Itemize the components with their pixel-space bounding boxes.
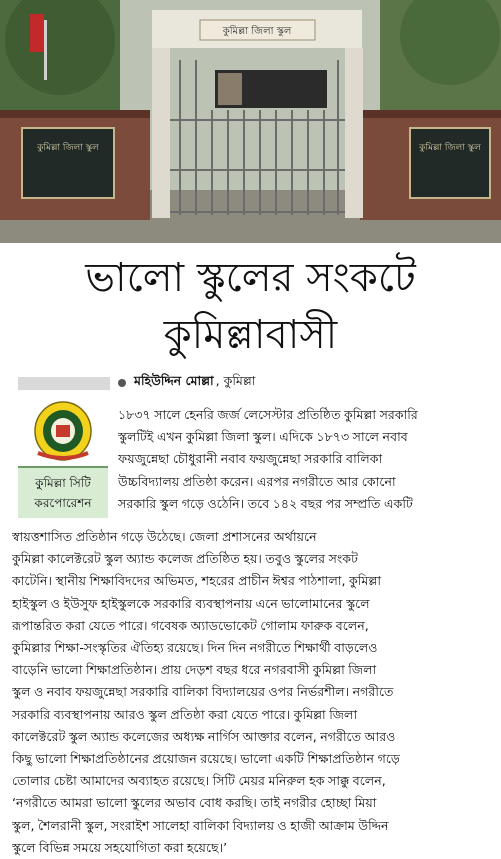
body-line: কুমিল্লা কালেক্টরেট স্কুল অ্যান্ড কলেজ প্রতিষ্ঠিত হয়। তবুও স্কুলের সংকট [12, 551, 358, 567]
byline-bullet-icon [118, 379, 126, 387]
body-line: ১৮৩৭ সালে হেনরি জর্জ লেসেস্টার প্রতিষ্ঠিত কুমিল্লা সরকারি [118, 407, 418, 422]
gate-sign-text: কুমিল্লা জিলা স্কুল [222, 26, 292, 37]
school-gate-photo [0, 0, 501, 243]
body-line: রূপান্তরিত করা যেতে পারে। গবেষক অ্যাডভোকেট গোলাম ফারুক বলেন, [12, 617, 369, 633]
city-corporation-logo [18, 399, 108, 463]
news-photo [0, 0, 501, 243]
headline-line-2: কুমিল্লাবাসী [163, 312, 338, 358]
body-line: কাটেনি। স্থানীয় শিক্ষাবিদদের অভিমত, শহরের প্রাচীন ঈশ্বর পাঠশালা, কুমিল্লা [12, 573, 382, 589]
body-line: স্বায়ত্তশাসিত প্রতিষ্ঠান গড়ে উঠেছে। জেলা প্রশাসনের অর্থায়নে [12, 529, 317, 544]
body-line: কালেক্টরেট স্কুল অ্যান্ড কলেজের অধ্যক্ষ নার্গিস আক্তার বলেন, নগরীতে আরও [12, 728, 396, 744]
body-line: সরকারি ব্যবস্থাপনায় আরও স্কুল প্রতিষ্ঠা করা যেতে পারে। কুমিল্লা জিলা [12, 706, 358, 722]
body-line: স্কুল, শৈলরানী স্কুল, সংরাইশ সালেহা বালিকা বিদ্যালয় ও হাজী আক্রাম উদ্দিন [12, 817, 389, 833]
body-line: স্কুল ও নবাব ফয়জুন্নেছা সরকারি বালিকা বিদ্যালয়ের ওপর নির্ভরশীল। নগরীতে [12, 684, 394, 700]
body-line: স্কুলে বিভিন্ন সময়ে সহযোগিতা করা হয়েছে।’ [12, 839, 228, 855]
author-location: , কুমিল্লা [215, 373, 256, 388]
body-line: উচ্চবিদ্যালয় প্রতিষ্ঠা করেন। এরপর নগরীতে আর কোনো [118, 473, 396, 489]
body-line: হাইস্কুল ও ইউসুফ হাইস্কুলকে সরকারি ব্যবস্থাপনায় এনে ভালোমানের স্কুলে [12, 595, 370, 611]
headline-line-1: ভালো স্কুলের সংকটে [85, 255, 416, 301]
body-line: কুমিল্লার শিক্ষা-সংস্কৃতির ঐতিহ্য রয়েছে। দিন দিন নগরীতে শিক্ষার্থী বাড়লেও [12, 640, 378, 656]
body-line: তোলার চেষ্টা আমাদের অব্যাহত রয়েছে। সিটি মেয়র মনিরুল হক সাক্কু বলেন, [12, 773, 386, 789]
headline [0, 250, 501, 364]
body-line: ফয়জুন্নেছা চৌধুরানী নবাব ফয়জুন্নেছা সরকারি বালিকা [118, 451, 383, 467]
right-plaque-text: কুমিল্লা জিলা স্কুল [419, 143, 481, 153]
body-line: কিছু ভালো শিক্ষাপ্রতিষ্ঠানের প্রয়োজন রয়েছে। ভালো একটি শিক্ষাপ্রতিষ্ঠান গড়ে [12, 751, 400, 767]
article-body-full [12, 526, 488, 859]
body-line: স্কুলটিই এখন কুমিল্লা জিলা স্কুল। এদিকে ১৮৭৩ সালে নবাব [118, 429, 408, 445]
caption-line-2: করপোরেশন [34, 496, 92, 510]
body-line: সরকারি স্কুল গড়ে ওঠেনি। তবে ১৪২ বছর পর সম্প্রতি একটি [118, 495, 413, 511]
body-line: বাড়েনি ভালো শিক্ষাপ্রতিষ্ঠান। প্রায় দেড়শ বছর ধরে নগরবাসী কুমিল্লা জিলা [12, 662, 377, 678]
city-corporation-caption [18, 466, 108, 518]
byline-rule [18, 377, 110, 390]
article-body-indented [118, 404, 486, 515]
author-name: মহিউদ্দিন মোল্লা [134, 373, 214, 388]
left-plaque-text: কুমিল্লা জিলা স্কুল [37, 143, 99, 153]
city-logo-icon [18, 399, 108, 463]
caption-line-1: কুমিল্লা সিটি [35, 476, 91, 490]
byline [18, 372, 488, 394]
body-line: ‘নগরীতে আমরা ভালো স্কুলের অভাব বোধ করছি। তাই নগরীর হোচ্ছা মিয়া [12, 795, 377, 811]
